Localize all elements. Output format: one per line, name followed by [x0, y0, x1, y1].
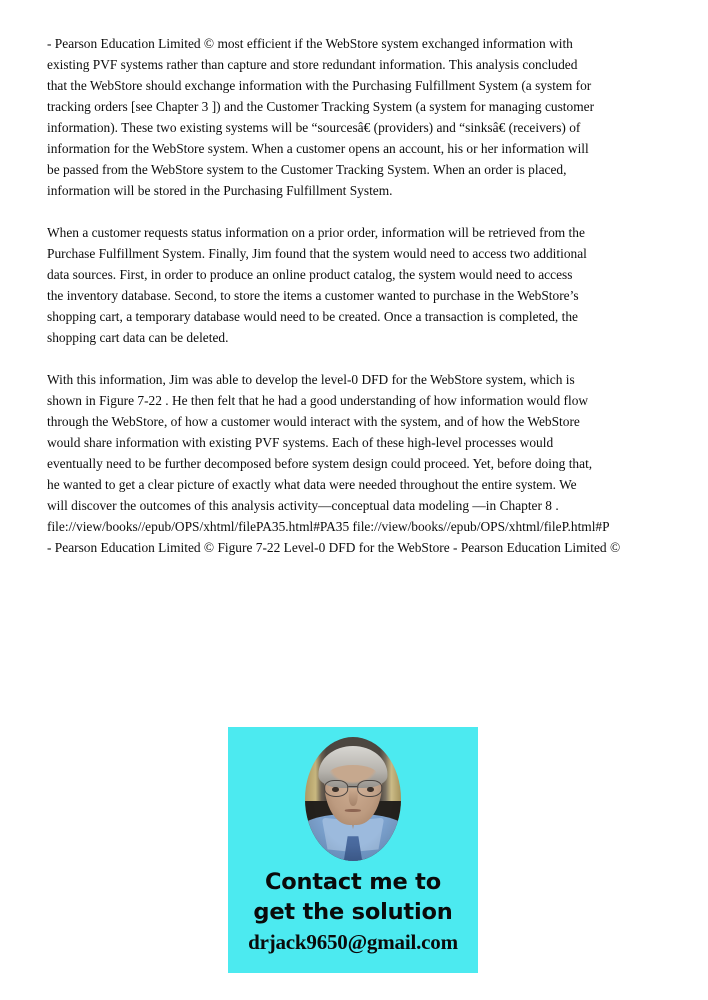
text-line: shopping cart, a temporary database would need to be created. Once a transaction is completed, the	[47, 309, 578, 324]
text-line: he wanted to get a clear picture of exactly what data were needed throughout the entire system. We	[47, 477, 577, 492]
text-line: will discover the outcomes of this analysis activity—conceptual data modeling —in Chapter 8 .	[47, 498, 559, 513]
portrait-photo	[305, 737, 401, 861]
contact-headline-line-1: Contact me to	[264, 869, 441, 895]
document-text-body	[47, 33, 663, 558]
text-line: existing PVF systems rather than capture and store redundant information. This analysis concluded	[47, 57, 578, 72]
text-line: shopping cart data can be deleted.	[47, 330, 229, 345]
text-line: shown in Figure 7-22 . He then felt that he had a good understanding of how information would flow	[47, 393, 589, 408]
avatar	[305, 737, 401, 861]
paragraph-1	[47, 33, 663, 201]
text-line: tracking orders [see Chapter 3 ]) and the Customer Tracking System (a system for managing customer	[47, 99, 595, 114]
contact-email[interactable]: drjack9650@gmail.com	[248, 930, 458, 954]
text-line: With this information, Jim was able to develop the level-0 DFD for the WebStore system, which is	[47, 372, 575, 387]
figure-caption-line: - Pearson Education Limited © Figure 7-22 Level-0 DFD for the WebStore - Pearson Education Limited ©	[47, 540, 621, 555]
text-line: information will be stored in the Purchasing Fulfillment System.	[47, 183, 393, 198]
contact-headline-line-2: get the solution	[253, 899, 453, 925]
paragraph-2	[47, 222, 663, 348]
text-line: Purchase Fulfillment System. Finally, Jim found that the system would need to access two additional	[47, 246, 587, 261]
text-line: - Pearson Education Limited © most efficient if the WebStore system exchanged information with	[47, 36, 573, 51]
text-line: eventually need to be further decomposed before system design could proceed. Yet, before doing that,	[47, 456, 593, 471]
contact-card	[228, 727, 478, 973]
text-line: information for the WebStore system. When a customer opens an account, his or her information will	[47, 141, 589, 156]
text-line: that the WebStore should exchange information with the Purchasing Fulfillment System (a system for	[47, 78, 592, 93]
text-line: through the WebStore, of how a customer would interact with the system, and of how the WebStore	[47, 414, 580, 429]
text-line: the inventory database. Second, to store the items a customer wanted to purchase in the WebStore’s	[47, 288, 579, 303]
text-line: data sources. First, in order to produce an online product catalog, the system would need to access	[47, 267, 573, 282]
file-url-line: file://view/books//epub/OPS/xhtml/filePA35.html#PA35 file://view/books//epub/OPS/xhtml/fileP.html#P	[47, 519, 610, 534]
text-line: be passed from the WebStore system to the Customer Tracking System. When an order is placed,	[47, 162, 567, 177]
text-line: When a customer requests status information on a prior order, information will be retrieved from the	[47, 225, 585, 240]
photo-vignette	[305, 737, 401, 861]
text-line: would share information with existing PVF systems. Each of these high-level processes would	[47, 435, 554, 450]
paragraph-3	[47, 369, 663, 558]
text-line: information). These two existing systems will be “sourcesâ€ (providers) and “sinksâ€ (receivers) of	[47, 120, 581, 135]
